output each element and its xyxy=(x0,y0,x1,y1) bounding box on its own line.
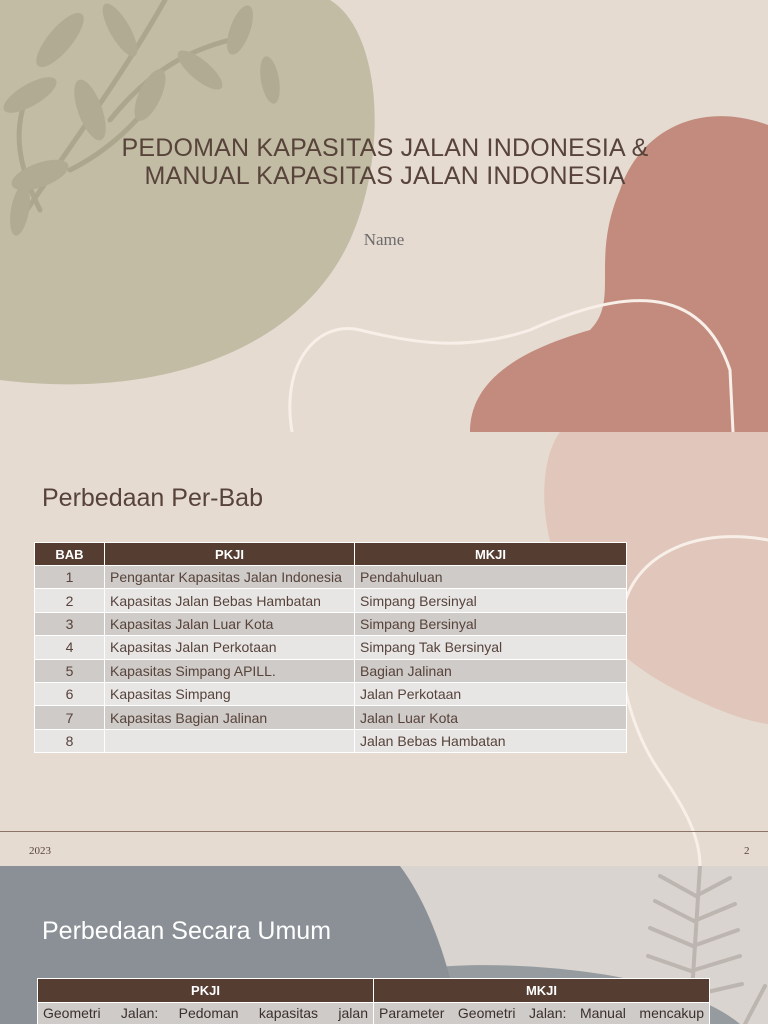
table-header-row xyxy=(38,979,710,1003)
cell-mkji: Simpang Bersinyal xyxy=(355,612,627,635)
cell-mkji: Bagian Jalinan xyxy=(355,659,627,682)
table-row xyxy=(35,612,627,635)
footer-year: 2023 xyxy=(29,845,51,857)
cell-bab: 3 xyxy=(35,612,105,635)
title-line-2: MANUAL KAPASITAS JALAN INDONESIA xyxy=(144,162,626,190)
header-pkji: PKJI xyxy=(38,979,374,1003)
slide-perbedaan-per-bab xyxy=(0,432,768,866)
header-mkji: MKJI xyxy=(374,979,710,1003)
page-number: 2 xyxy=(744,845,750,857)
table-row xyxy=(38,1003,710,1024)
cell-bab: 2 xyxy=(35,589,105,612)
header-pkji: PKJI xyxy=(105,543,355,566)
cell-pkji: Kapasitas Jalan Perkotaan xyxy=(105,636,355,659)
cell-pkji: Kapasitas Jalan Bebas Hambatan xyxy=(105,589,355,612)
cell-mkji: Jalan Perkotaan xyxy=(355,682,627,705)
cell-bab: 6 xyxy=(35,682,105,705)
title-line-1: PEDOMAN KAPASITAS JALAN INDONESIA & xyxy=(121,134,649,162)
cell-mkji: Pendahuluan xyxy=(355,566,627,589)
cell-bab: 5 xyxy=(35,659,105,682)
table-row xyxy=(35,659,627,682)
cell-pkji: Kapasitas Bagian Jalinan xyxy=(105,706,355,729)
cell-pkji: Kapasitas Simpang APILL. xyxy=(105,659,355,682)
table-row xyxy=(35,566,627,589)
slide-title xyxy=(0,0,768,432)
cell-pkji: Kapasitas Simpang xyxy=(105,682,355,705)
cell-bab: 1 xyxy=(35,566,105,589)
general-comparison-table xyxy=(37,978,710,1024)
table-row xyxy=(35,589,627,612)
slide-perbedaan-umum xyxy=(0,866,768,1024)
cell-mkji: Jalan Luar Kota xyxy=(355,706,627,729)
cell-mkji: Simpang Tak Bersinyal xyxy=(355,636,627,659)
slide1-decoration xyxy=(0,0,768,432)
cell-bab: 4 xyxy=(35,636,105,659)
presentation-title xyxy=(100,134,670,190)
cell-bab: 8 xyxy=(35,729,105,752)
header-mkji: MKJI xyxy=(355,543,627,566)
cell-mkji: Parameter Geometri Jalan: Manual mencakup xyxy=(374,1003,710,1024)
cell-pkji: Kapasitas Jalan Luar Kota xyxy=(105,612,355,635)
section-heading: Perbedaan Secara Umum xyxy=(42,917,332,945)
cell-mkji: Simpang Bersinyal xyxy=(355,589,627,612)
presenter-name: Name xyxy=(363,230,405,249)
cell-pkji: Pengantar Kapasitas Jalan Indonesia xyxy=(105,566,355,589)
cell-mkji: Jalan Bebas Hambatan xyxy=(355,729,627,752)
header-bab: BAB xyxy=(35,543,105,566)
table-header-row xyxy=(35,543,627,566)
footer-divider xyxy=(0,831,768,832)
table-row xyxy=(35,729,627,752)
cell-pkji xyxy=(105,729,355,752)
cell-bab: 7 xyxy=(35,706,105,729)
table-row xyxy=(35,636,627,659)
table-row xyxy=(35,706,627,729)
table-row xyxy=(35,682,627,705)
section-heading: Perbedaan Per-Bab xyxy=(42,484,263,512)
bab-comparison-table xyxy=(34,542,627,753)
cell-pkji: Geometri Jalan: Pedoman kapasitas jalan xyxy=(38,1003,374,1024)
